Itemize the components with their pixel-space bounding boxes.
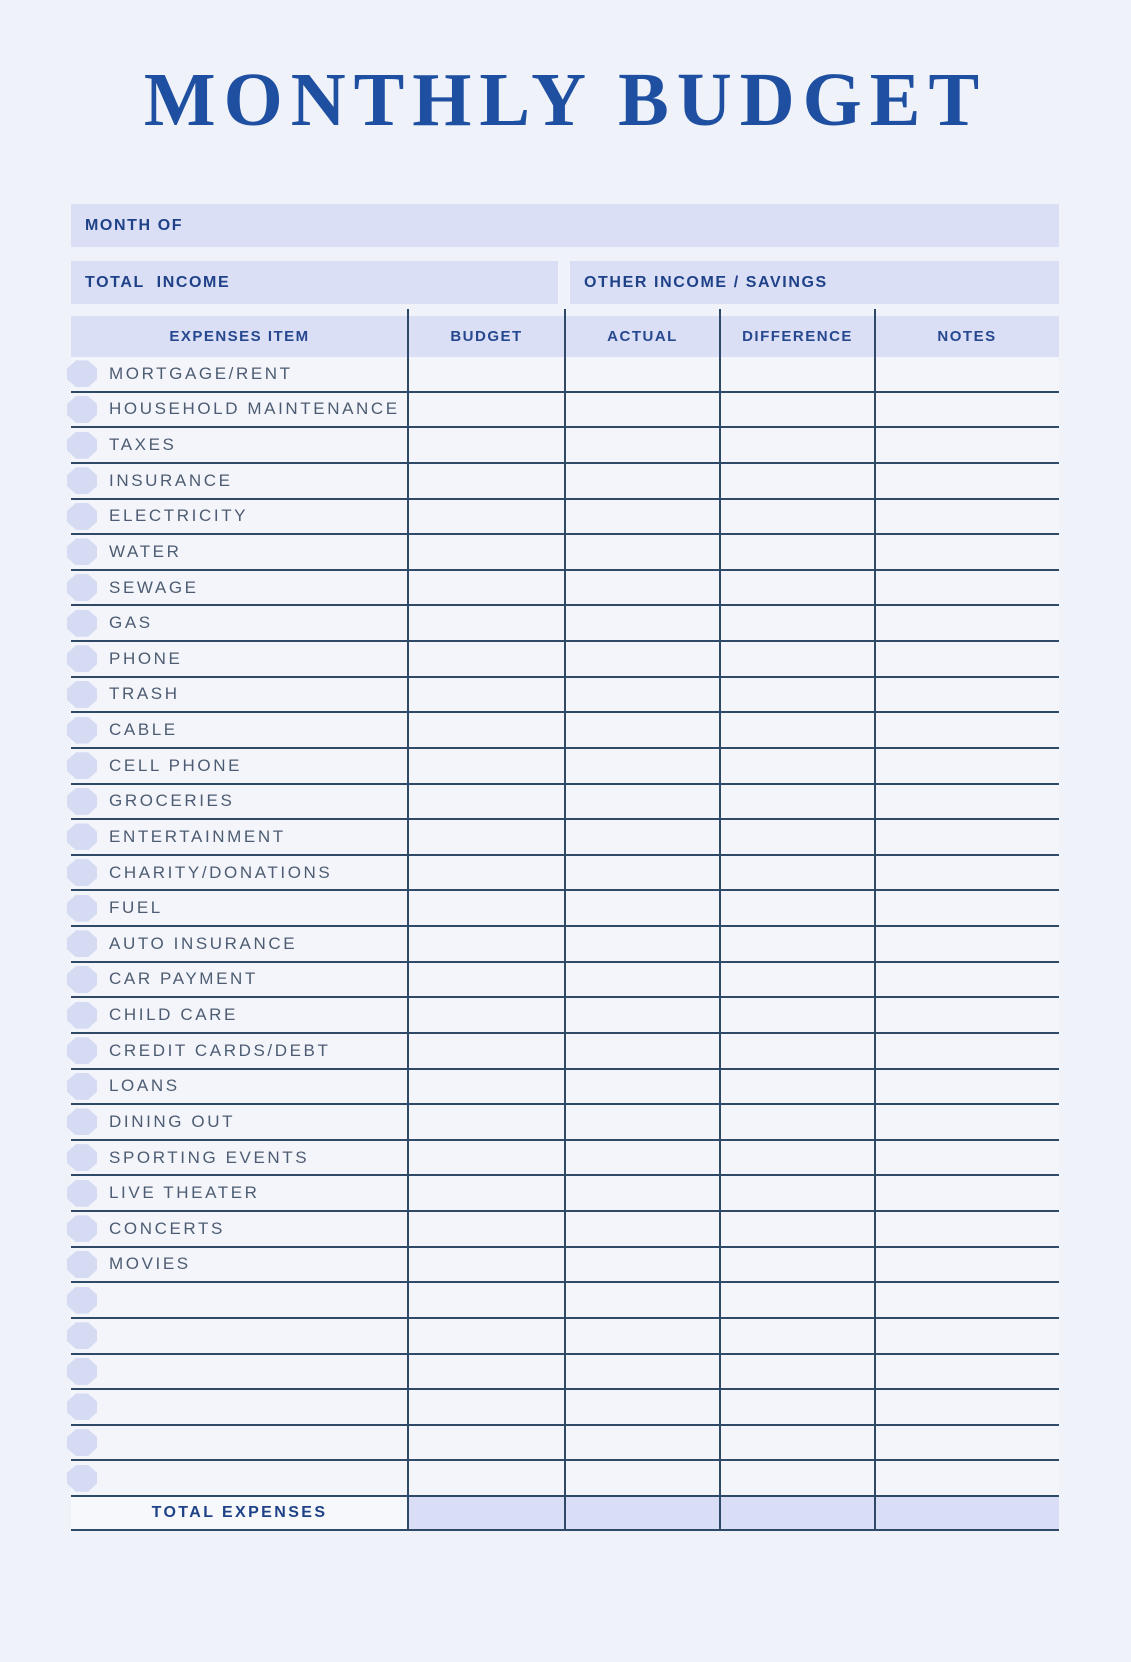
budget-cell[interactable] — [408, 428, 565, 462]
actual-cell[interactable] — [565, 1141, 720, 1175]
expense-item-label: SEWAGE — [109, 577, 199, 597]
budget-cell[interactable] — [408, 571, 565, 605]
income-section — [71, 261, 1059, 304]
difference-cell[interactable] — [720, 428, 875, 462]
notes-cell[interactable] — [875, 571, 1059, 605]
difference-cell[interactable] — [720, 1461, 875, 1495]
budget-cell[interactable] — [408, 357, 565, 391]
difference-cell[interactable] — [720, 1390, 875, 1424]
difference-cell[interactable] — [720, 1105, 875, 1139]
expense-item-label: GAS — [109, 613, 153, 633]
actual-cell[interactable] — [565, 393, 720, 427]
expense-item-label: CELL PHONE — [109, 755, 243, 775]
notes-cell[interactable] — [875, 1426, 1059, 1460]
budget-cell[interactable] — [408, 1212, 565, 1246]
budget-cell[interactable] — [408, 1034, 565, 1068]
bullet-octagon-icon — [67, 610, 97, 637]
bullet-octagon-icon — [67, 1322, 97, 1349]
notes-cell[interactable] — [875, 535, 1059, 569]
notes-cell[interactable] — [875, 1283, 1059, 1317]
bullet-octagon-icon — [67, 681, 97, 708]
expense-item-label: TRASH — [109, 684, 180, 704]
expense-item-label: SPORTING EVENTS — [109, 1147, 310, 1167]
expense-item-label: PHONE — [109, 648, 183, 668]
actual-cell[interactable] — [565, 963, 720, 997]
budget-cell[interactable] — [408, 1355, 565, 1389]
bullet-octagon-icon — [67, 1393, 97, 1420]
difference-cell[interactable] — [720, 642, 875, 676]
budget-cell[interactable] — [408, 1319, 565, 1353]
header-budget: BUDGET — [450, 328, 523, 345]
bullet-octagon-icon — [67, 788, 97, 815]
budget-cell[interactable] — [408, 998, 565, 1032]
notes-cell[interactable] — [875, 500, 1059, 534]
actual-cell[interactable] — [565, 1212, 720, 1246]
total-budget-cell[interactable] — [408, 1497, 565, 1529]
budget-cell[interactable] — [408, 820, 565, 854]
expense-item-label: MORTGAGE/RENT — [109, 363, 293, 383]
budget-cell[interactable] — [408, 642, 565, 676]
budget-cell[interactable] — [408, 464, 565, 498]
bullet-octagon-icon — [67, 1180, 97, 1207]
difference-cell[interactable] — [720, 1355, 875, 1389]
actual-cell[interactable] — [565, 820, 720, 854]
budget-cell[interactable] — [408, 856, 565, 890]
budget-cell[interactable] — [408, 1070, 565, 1104]
other-income-savings-label: OTHER INCOME / SAVINGS — [584, 273, 828, 291]
bullet-octagon-icon — [67, 1358, 97, 1385]
difference-cell[interactable] — [720, 998, 875, 1032]
actual-cell[interactable] — [565, 1034, 720, 1068]
column-divider — [407, 309, 409, 1531]
notes-cell[interactable] — [875, 428, 1059, 462]
budget-cell[interactable] — [408, 1176, 565, 1210]
difference-cell[interactable] — [720, 1070, 875, 1104]
budget-cell[interactable] — [408, 1248, 565, 1282]
actual-cell[interactable] — [565, 785, 720, 819]
bullet-octagon-icon — [67, 1108, 97, 1135]
bullet-octagon-icon — [67, 467, 97, 494]
bullet-octagon-icon — [67, 1037, 97, 1064]
total-difference-cell[interactable] — [720, 1497, 875, 1529]
difference-cell[interactable] — [720, 820, 875, 854]
budget-cell[interactable] — [408, 891, 565, 925]
notes-cell[interactable] — [875, 642, 1059, 676]
notes-cell[interactable] — [875, 393, 1059, 427]
difference-cell[interactable] — [720, 1176, 875, 1210]
notes-cell[interactable] — [875, 1105, 1059, 1139]
bullet-octagon-icon — [67, 1215, 97, 1242]
bullet-octagon-icon — [67, 503, 97, 530]
bullet-octagon-icon — [67, 432, 97, 459]
actual-cell[interactable] — [565, 1105, 720, 1139]
budget-cell[interactable] — [408, 606, 565, 640]
budget-cell[interactable] — [408, 393, 565, 427]
total-actual-cell[interactable] — [565, 1497, 720, 1529]
actual-cell[interactable] — [565, 927, 720, 961]
actual-cell[interactable] — [565, 891, 720, 925]
difference-cell[interactable] — [720, 1212, 875, 1246]
expense-item-label: HOUSEHOLD MAINTENANCE — [109, 399, 400, 419]
expense-item-label: INSURANCE — [109, 470, 233, 490]
difference-cell[interactable] — [720, 500, 875, 534]
difference-cell[interactable] — [720, 1426, 875, 1460]
expense-item-label: FUEL — [109, 898, 163, 918]
bullet-octagon-icon — [67, 645, 97, 672]
notes-cell[interactable] — [875, 1176, 1059, 1210]
difference-cell[interactable] — [720, 1034, 875, 1068]
actual-cell[interactable] — [565, 357, 720, 391]
notes-cell[interactable] — [875, 678, 1059, 712]
bullet-octagon-icon — [67, 1002, 97, 1029]
actual-cell[interactable] — [565, 1426, 720, 1460]
notes-cell[interactable] — [875, 927, 1059, 961]
budget-cell[interactable] — [408, 713, 565, 747]
budget-cell[interactable] — [408, 785, 565, 819]
sheet-content — [71, 204, 1059, 1531]
expense-item-label: WATER — [109, 541, 182, 561]
difference-cell[interactable] — [720, 535, 875, 569]
expense-item-label: DINING OUT — [109, 1111, 236, 1131]
bullet-octagon-icon — [67, 538, 97, 565]
expense-item-label: LOANS — [109, 1076, 180, 1096]
actual-cell[interactable] — [565, 713, 720, 747]
notes-cell[interactable] — [875, 1319, 1059, 1353]
notes-cell[interactable] — [875, 1070, 1059, 1104]
bullet-octagon-icon — [67, 823, 97, 850]
notes-cell[interactable] — [875, 963, 1059, 997]
header-notes: NOTES — [937, 328, 997, 345]
actual-cell[interactable] — [565, 1176, 720, 1210]
notes-cell[interactable] — [875, 606, 1059, 640]
budget-cell[interactable] — [408, 1283, 565, 1317]
difference-cell[interactable] — [720, 963, 875, 997]
difference-cell[interactable] — [720, 571, 875, 605]
difference-cell[interactable] — [720, 785, 875, 819]
header-difference: DIFFERENCE — [742, 328, 853, 345]
header-expenses-item: EXPENSES ITEM — [169, 328, 310, 345]
budget-cell[interactable] — [408, 678, 565, 712]
notes-cell[interactable] — [875, 856, 1059, 890]
budget-cell[interactable] — [408, 749, 565, 783]
expense-item-label: CREDIT CARDS/DEBT — [109, 1040, 331, 1060]
actual-cell[interactable] — [565, 500, 720, 534]
expense-item-label: CABLE — [109, 720, 178, 740]
expense-item-label: MOVIES — [109, 1254, 191, 1274]
total-income-label: TOTAL INCOME — [85, 273, 231, 291]
difference-cell[interactable] — [720, 464, 875, 498]
notes-cell[interactable] — [875, 998, 1059, 1032]
difference-cell[interactable] — [720, 357, 875, 391]
notes-cell[interactable] — [875, 1141, 1059, 1175]
header-actual: ACTUAL — [607, 328, 678, 345]
expense-item-label: ELECTRICITY — [109, 506, 249, 526]
actual-cell[interactable] — [565, 1355, 720, 1389]
difference-cell[interactable] — [720, 1283, 875, 1317]
total-income-field[interactable] — [71, 261, 558, 304]
notes-cell[interactable] — [875, 1248, 1059, 1282]
actual-cell[interactable] — [565, 642, 720, 676]
difference-cell[interactable] — [720, 393, 875, 427]
notes-cell[interactable] — [875, 1212, 1059, 1246]
notes-cell[interactable] — [875, 357, 1059, 391]
difference-cell[interactable] — [720, 1319, 875, 1353]
budget-cell[interactable] — [408, 1141, 565, 1175]
budget-cell[interactable] — [408, 1390, 565, 1424]
expense-item-label: TAXES — [109, 435, 177, 455]
column-divider — [874, 309, 876, 1531]
total-expenses-label: TOTAL EXPENSES — [151, 1504, 328, 1521]
difference-cell[interactable] — [720, 749, 875, 783]
actual-cell[interactable] — [565, 606, 720, 640]
bullet-octagon-icon — [67, 1073, 97, 1100]
other-income-savings-field[interactable] — [570, 261, 1059, 304]
notes-cell[interactable] — [875, 1461, 1059, 1495]
month-of-label: MONTH OF — [85, 216, 184, 234]
expense-item-label: CAR PAYMENT — [109, 969, 258, 989]
budget-cell[interactable] — [408, 927, 565, 961]
actual-cell[interactable] — [565, 678, 720, 712]
difference-cell[interactable] — [720, 1248, 875, 1282]
notes-cell[interactable] — [875, 1390, 1059, 1424]
bullet-octagon-icon — [67, 360, 97, 387]
difference-cell[interactable] — [720, 606, 875, 640]
actual-cell[interactable] — [565, 856, 720, 890]
expense-item-label: CHARITY/DONATIONS — [109, 862, 333, 882]
actual-cell[interactable] — [565, 535, 720, 569]
expense-item-label: CONCERTS — [109, 1218, 225, 1238]
budget-cell[interactable] — [408, 1426, 565, 1460]
notes-cell[interactable] — [875, 464, 1059, 498]
column-divider — [719, 309, 721, 1531]
actual-cell[interactable] — [565, 1461, 720, 1495]
difference-cell[interactable] — [720, 856, 875, 890]
difference-cell[interactable] — [720, 927, 875, 961]
notes-cell[interactable] — [875, 1355, 1059, 1389]
bullet-octagon-icon — [67, 717, 97, 744]
notes-cell[interactable] — [875, 713, 1059, 747]
bullet-octagon-icon — [67, 859, 97, 886]
notes-cell[interactable] — [875, 1034, 1059, 1068]
difference-cell[interactable] — [720, 891, 875, 925]
actual-cell[interactable] — [565, 1070, 720, 1104]
bullet-octagon-icon — [67, 1251, 97, 1278]
expense-item-label: CHILD CARE — [109, 1005, 238, 1025]
bullet-octagon-icon — [67, 752, 97, 779]
bullet-octagon-icon — [67, 1287, 97, 1314]
column-divider — [564, 309, 566, 1531]
expenses-table — [71, 316, 1059, 1531]
budget-sheet-page — [0, 58, 1131, 1662]
bullet-octagon-icon — [67, 574, 97, 601]
month-of-field[interactable] — [71, 204, 1059, 247]
expense-item-label: AUTO INSURANCE — [109, 933, 298, 953]
expense-item-label: LIVE THEATER — [109, 1183, 260, 1203]
bullet-octagon-icon — [67, 930, 97, 957]
difference-cell[interactable] — [720, 1141, 875, 1175]
budget-cell[interactable] — [408, 1105, 565, 1139]
expense-item-label: GROCERIES — [109, 791, 235, 811]
expense-item-label: ENTERTAINMENT — [109, 826, 286, 846]
bullet-octagon-icon — [67, 966, 97, 993]
bullet-octagon-icon — [67, 1465, 97, 1492]
actual-cell[interactable] — [565, 749, 720, 783]
budget-cell[interactable] — [408, 963, 565, 997]
bullet-octagon-icon — [67, 1429, 97, 1456]
notes-cell[interactable] — [875, 785, 1059, 819]
budget-cell[interactable] — [408, 535, 565, 569]
actual-cell[interactable] — [565, 464, 720, 498]
actual-cell[interactable] — [565, 428, 720, 462]
bullet-octagon-icon — [67, 396, 97, 423]
budget-cell[interactable] — [408, 1461, 565, 1495]
notes-cell[interactable] — [875, 891, 1059, 925]
actual-cell[interactable] — [565, 998, 720, 1032]
difference-cell[interactable] — [720, 713, 875, 747]
actual-cell[interactable] — [565, 1248, 720, 1282]
budget-cell[interactable] — [408, 500, 565, 534]
actual-cell[interactable] — [565, 1319, 720, 1353]
difference-cell[interactable] — [720, 678, 875, 712]
actual-cell[interactable] — [565, 571, 720, 605]
page-title: MONTHLY BUDGET — [143, 58, 988, 142]
bullet-octagon-icon — [67, 1144, 97, 1171]
notes-cell[interactable] — [875, 820, 1059, 854]
actual-cell[interactable] — [565, 1283, 720, 1317]
bullet-octagon-icon — [67, 895, 97, 922]
actual-cell[interactable] — [565, 1390, 720, 1424]
notes-cell[interactable] — [875, 749, 1059, 783]
total-notes-cell[interactable] — [875, 1497, 1059, 1529]
